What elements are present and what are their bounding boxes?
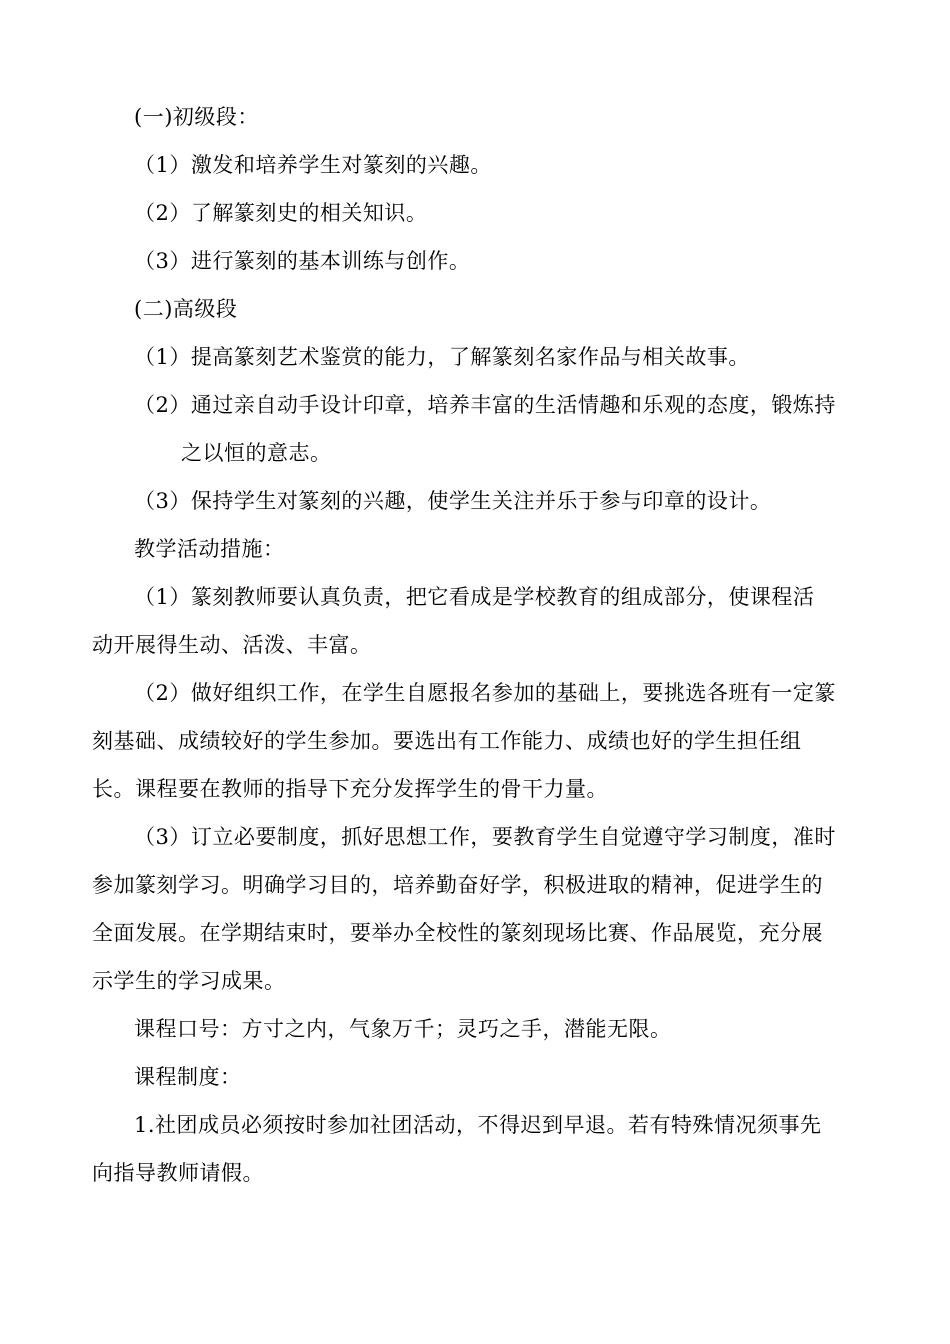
measure-3-cont-3: 示学生的学习成果。 [92, 969, 286, 993]
rule-1-cont: 向指导教师请假。 [92, 1161, 264, 1185]
advanced-item-2: （2）通过亲自动手设计印章，培养丰富的生活情趣和乐观的态度，锻炼持 [134, 393, 836, 417]
heading-advanced-level: (二)高级段 [134, 297, 238, 321]
measure-2-cont-2: 长。课程要在教师的指导下充分发挥学生的骨干力量。 [92, 777, 608, 801]
measure-1-cont: 动开展得生动、活泼、丰富。 [92, 633, 372, 657]
heading-teaching-measures: 教学活动措施： [134, 537, 285, 561]
heading-course-rules: 课程制度： [134, 1065, 242, 1089]
beginner-item-1: （1）激发和培养学生对篆刻的兴趣。 [134, 153, 492, 177]
advanced-item-1: （1）提高篆刻艺术鉴赏的能力，了解篆刻名家作品与相关故事。 [134, 345, 750, 369]
course-slogan: 课程口号：方寸之内，气象万千；灵巧之手，潜能无限。 [134, 1017, 672, 1041]
rule-1: 1.社团成员必须按时参加社团活动，不得迟到早退。若有特殊情况须事先 [134, 1113, 822, 1137]
advanced-item-2-cont: 之以恒的意志。 [181, 441, 332, 465]
beginner-item-2: （2）了解篆刻史的相关知识。 [134, 201, 428, 225]
measure-3-cont-1: 参加篆刻学习。明确学习目的，培养勤奋好学，积极进取的精神，促进学生的 [92, 873, 823, 897]
measure-2-cont-1: 刻基础、成绩较好的学生参加。要选出有工作能力、成绩也好的学生担任组 [92, 729, 802, 753]
heading-beginner-level: (一)初级段： [134, 105, 259, 129]
measure-3: （3）订立必要制度，抓好思想工作，要教育学生自觉遵守学习制度，准时 [134, 825, 836, 849]
measure-2: （2）做好组织工作，在学生自愿报名参加的基础上，要挑选各班有一定篆 [134, 681, 836, 705]
measure-1: （1）篆刻教师要认真负责，把它看成是学校教育的组成部分，使课程活 [134, 585, 815, 609]
measure-3-cont-2: 全面发展。在学期结束时，要举办全校性的篆刻现场比赛、作品展览，充分展 [92, 921, 823, 945]
advanced-item-3: （3）保持学生对篆刻的兴趣，使学生关注并乐于参与印章的设计。 [134, 489, 772, 513]
beginner-item-3: （3）进行篆刻的基本训练与创作。 [134, 249, 471, 273]
